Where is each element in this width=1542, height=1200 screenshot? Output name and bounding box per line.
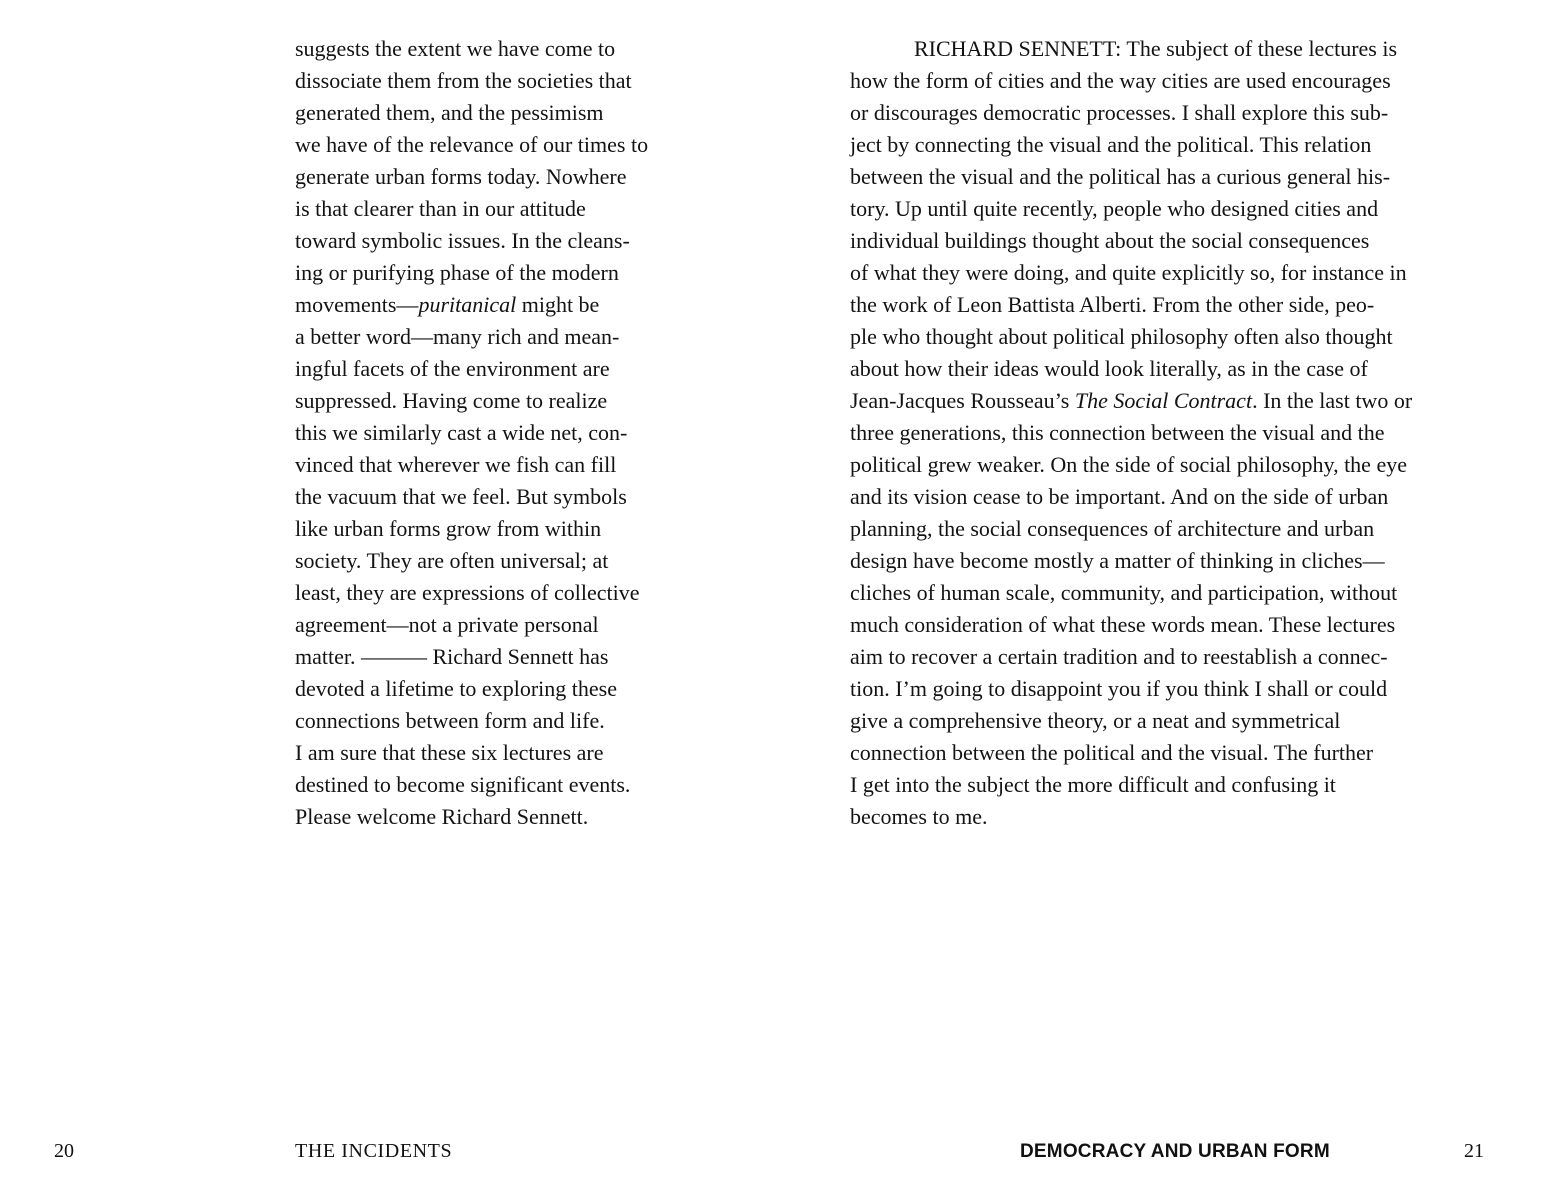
text-line: devoted a lifetime to exploring these bbox=[295, 676, 617, 701]
text-line: we have of the relevance of our times to bbox=[295, 132, 649, 157]
text-line: matter. ——— Richard Sennett has bbox=[295, 644, 609, 669]
text-line: tory. Up until quite recently, people who designed cities and bbox=[850, 196, 1379, 221]
text-line: ple who thought about political philosophy often also thought bbox=[850, 324, 1393, 349]
text-line: destined to become significant events. bbox=[295, 772, 631, 797]
text-line: this we similarly cast a wide net, con- bbox=[295, 420, 628, 445]
text-line: Please welcome Richard Sennett. bbox=[295, 804, 589, 829]
text-line: agreement—not a private personal bbox=[295, 612, 599, 637]
text-line: suppressed. Having come to realize bbox=[295, 388, 608, 413]
left-page-number: 20 bbox=[54, 1140, 74, 1162]
text-line: society. They are often universal; at bbox=[295, 548, 609, 573]
right-page-number: 21 bbox=[1464, 1140, 1484, 1162]
text-line: aim to recover a certain tradition and to reestablish a connec- bbox=[850, 644, 1388, 669]
left-page-body-text bbox=[295, 33, 715, 833]
text-line: connections between form and life. bbox=[295, 708, 605, 733]
text-line: design have become mostly a matter of thinking in cliches— bbox=[850, 548, 1385, 573]
left-running-footer: THE INCIDENTS bbox=[295, 1140, 453, 1162]
text-line: individual buildings thought about the social consequences bbox=[850, 228, 1370, 253]
text-line: cliches of human scale, community, and participation, without bbox=[850, 580, 1398, 605]
text-line: tion. I’m going to disappoint you if you think I shall or could bbox=[850, 676, 1388, 701]
text-line: and its vision cease to be important. And on the side of urban bbox=[850, 484, 1389, 509]
text-line: dissociate them from the societies that bbox=[295, 68, 632, 93]
text-line: suggests the extent we have come to bbox=[295, 36, 616, 61]
text-line: least, they are expressions of collective bbox=[295, 580, 640, 605]
text-line: between the visual and the political has a curious general his- bbox=[850, 164, 1391, 189]
text-line: like urban forms grow from within bbox=[295, 516, 602, 541]
text-line: ingful facets of the environment are bbox=[295, 356, 610, 381]
text-line: toward symbolic issues. In the cleans- bbox=[295, 228, 630, 253]
text-line: about how their ideas would look literally, as in the case of bbox=[850, 356, 1368, 381]
text-line: ject by connecting the visual and the political. This relation bbox=[850, 132, 1372, 157]
text-line: connection between the political and the visual. The further bbox=[850, 740, 1374, 765]
text-line: I get into the subject the more difficult and confusing it bbox=[850, 772, 1336, 797]
text-line: how the form of cities and the way cities are used encourages bbox=[850, 68, 1391, 93]
right-running-footer: DEMOCRACY AND URBAN FORM bbox=[1020, 1141, 1330, 1162]
text-line: planning, the social consequences of architecture and urban bbox=[850, 516, 1375, 541]
text-line: is that clearer than in our attitude bbox=[295, 196, 586, 221]
text-line: political grew weaker. On the side of social philosophy, the eye bbox=[850, 452, 1407, 477]
text-line: generate urban forms today. Nowhere bbox=[295, 164, 627, 189]
text-line: ing or purifying phase of the modern bbox=[295, 260, 619, 285]
text-line: much consideration of what these words mean. These lectures bbox=[850, 612, 1396, 637]
text-line: the vacuum that we feel. But symbols bbox=[295, 484, 627, 509]
right-page-body-text bbox=[850, 33, 1510, 833]
text-line: Jean-Jacques Rousseau’s The Social Contract. In the last two or bbox=[850, 388, 1413, 413]
text-line: or discourages democratic processes. I shall explore this sub- bbox=[850, 100, 1389, 125]
text-line: generated them, and the pessimism bbox=[295, 100, 604, 125]
text-line: the work of Leon Battista Alberti. From the other side, peo- bbox=[850, 292, 1375, 317]
text-line: a better word—many rich and mean- bbox=[295, 324, 620, 349]
text-line: RICHARD SENNETT: The subject of these lectures is bbox=[914, 36, 1398, 61]
text-line: I am sure that these six lectures are bbox=[295, 740, 604, 765]
text-line: becomes to me. bbox=[850, 804, 988, 829]
text-line: of what they were doing, and quite explicitly so, for instance in bbox=[850, 260, 1407, 285]
text-line: three generations, this connection between the visual and the bbox=[850, 420, 1385, 445]
text-line: give a comprehensive theory, or a neat and symmetrical bbox=[850, 708, 1341, 733]
text-line: movements—puritanical might be bbox=[295, 292, 600, 317]
text-line: vinced that wherever we fish can fill bbox=[295, 452, 617, 477]
